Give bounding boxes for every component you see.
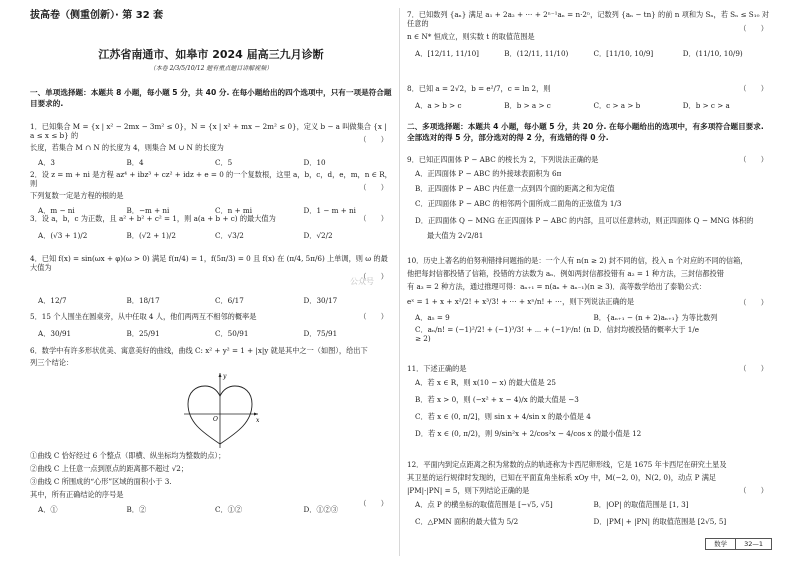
option-b: B．若 x > 0，则 (−x² + x − 4)/x 的最大值是 −3 bbox=[415, 395, 579, 404]
option-c: C．√3/2 bbox=[215, 231, 244, 240]
option-d: D．30/17 bbox=[303, 296, 338, 305]
option-c: C．c > a > b bbox=[593, 101, 641, 110]
footer-subject: 数学 bbox=[714, 540, 728, 548]
question-2-stem: 2．设 z = m + ni 是方程 az⁴ + ibz³ + cz² + idz + e = 0 的一个复数根，这里 a，b，c，d，e，m，n ∈ R，则 bbox=[30, 170, 392, 188]
option-b: B．25/91 bbox=[126, 329, 160, 338]
option-c: C．6/17 bbox=[215, 296, 244, 305]
answer-bracket: （ ） bbox=[739, 298, 768, 307]
option-c: C．正四面体 P − ABC 的相邻两个面所成二面角的正弦值为 1/3 bbox=[415, 199, 622, 208]
question-8 bbox=[407, 84, 772, 110]
option-a: A．① bbox=[38, 505, 58, 514]
x-axis-label: x bbox=[256, 417, 260, 424]
answer-bracket: （ ） bbox=[739, 24, 768, 33]
question-10-stem-3: 有 a₃ = 2 种方法，通过推理可得：aₙ₊₁ = n(aₙ + aₙ₋₁)(n ≥ 3)．高等数学给出了泰勒公式： bbox=[407, 282, 706, 291]
column-divider bbox=[399, 8, 400, 556]
question-4 bbox=[30, 254, 392, 305]
option-d: D．√2/2 bbox=[303, 231, 333, 240]
option-c: C．若 x ∈ (0, π/2]，则 sin x + 4/sin x 的最小值是 4 bbox=[415, 412, 591, 421]
answer-bracket: （ ） bbox=[359, 135, 388, 144]
option-d: D．75/91 bbox=[303, 329, 338, 338]
question-9-stem: 9．已知正四面体 P − ABC 的棱长为 2，下列说法正确的是 bbox=[407, 155, 599, 164]
option-d: D．1 − m + ni bbox=[303, 206, 356, 215]
x-axis-arrow bbox=[254, 413, 258, 416]
option-b: B．{aₙ₊₁ − (n + 2)aₙ₊₁} 为等比数列 bbox=[593, 313, 718, 322]
question-4-stem: 4．已知 f(x) = sin(ωx + φ)(ω > 0) 满足 f(π/4) = 1，f(5π/3) = 0 且 f(x) 在 (π/4, 5π/6) 上单调，则 ω 的最大值为 bbox=[30, 254, 388, 272]
question-12 bbox=[407, 460, 772, 526]
option-b: B．18/17 bbox=[126, 296, 160, 305]
option-b: B．b > a > c bbox=[504, 101, 551, 110]
option-c: C．△PMN 面积的最大值为 5/2 bbox=[415, 517, 519, 526]
origin-label: O bbox=[213, 416, 218, 423]
option-d: D．10 bbox=[303, 158, 326, 167]
question-2 bbox=[30, 170, 392, 215]
option-a: A．m − ni bbox=[38, 206, 75, 215]
option-c: C．5 bbox=[215, 158, 233, 167]
option-d: D．(11/10, 10/9) bbox=[682, 49, 743, 58]
option-d: D．若 x ∈ (0, π/2)，则 9/sin²x + 2/cos²x − 4/cos x 的最小值是 12 bbox=[415, 429, 642, 438]
question-6-conclusions bbox=[30, 451, 392, 514]
option-b: B．② bbox=[126, 505, 147, 514]
exam-subtitle: （本卷 2/3/5/10/12 题有重点题目讲解视频） bbox=[149, 65, 273, 72]
question-5-stem: 5．15 个人围坐在圆桌旁，从中任取 4 人，他们两两互不相邻的概率是 bbox=[30, 312, 257, 321]
option-c: C．n + mi bbox=[215, 206, 253, 215]
question-6-stem: 6．数学中有许多形状优美、寓意美好的曲线，曲线 C: x² + y² = 1 + |x|y 就是其中之一（如图），给出下 bbox=[30, 346, 368, 355]
question-10 bbox=[407, 256, 772, 343]
question-1-stem: 1．已知集合 M = {x | x² − 2mx − 3m² ≤ 0}，N = {x | x² + mx − 2m² ≤ 0}，定义 b − a 叫做集合 {x | a ≤ x ≤ b} 的 bbox=[30, 122, 387, 140]
question-12-stem-2: 其卫星的运行规律时发现的，已知在平面直角坐标系 xOy 中，M(−2, 0)，N(2, 0)，动点 P 满足 bbox=[407, 473, 717, 482]
question-10-stem-4: eˣ = 1 + x + x²/2! + x³/3! + ⋯ + xⁿ/n! + ⋯，则下列说法正确的是 bbox=[407, 297, 635, 306]
question-11 bbox=[407, 364, 772, 438]
question-7-stem-2: n ∈ N* 恒成立，则实数 t 的取值范围是 bbox=[407, 32, 535, 41]
option-c: C．①② bbox=[215, 505, 243, 514]
answer-bracket: （ ） bbox=[359, 499, 388, 508]
option-b: B．(12/11, 11/10) bbox=[504, 49, 569, 58]
footer-page-number: 32—1 bbox=[735, 539, 771, 549]
conclusion-1: ①曲线 C 恰好经过 6 个整点（即横、纵坐标均为整数的点）； bbox=[30, 451, 226, 460]
option-c: C．aₙ/n! = (−1)²/2! + (−1)³/3! + ⋯ + (−1)ⁿ/n! (n ≥ 2) bbox=[415, 325, 591, 343]
option-a: A．12/7 bbox=[38, 296, 67, 305]
answer-bracket: （ ） bbox=[739, 364, 768, 373]
watermark: 公众号 bbox=[350, 277, 374, 286]
answer-bracket: （ ） bbox=[359, 312, 388, 321]
option-a: A．点 P 的横坐标的取值范围是 [−√5, √5] bbox=[415, 500, 553, 509]
option-a: A．a₅ = 9 bbox=[415, 313, 450, 322]
question-10-stem-2: 他把每封信都投错了信箱，投错的方法数为 aₙ．例如两封信都投错有 a₂ = 1 种方法，三封信都投错 bbox=[407, 269, 724, 278]
option-a: A．正四面体 P − ABC 的外接球表面积为 6π bbox=[415, 169, 562, 178]
answer-bracket: （ ） bbox=[739, 155, 768, 164]
option-b: B．4 bbox=[126, 158, 144, 167]
option-a: A．30/91 bbox=[38, 329, 72, 338]
option-a: A．a > b > c bbox=[415, 101, 462, 110]
option-c: C．[11/10, 10/9] bbox=[593, 49, 654, 58]
option-a: A．若 x ∈ R，则 x(10 − x) 的最大值是 25 bbox=[415, 378, 556, 387]
option-b: B．|OP| 的取值范围是 [1, 3] bbox=[593, 500, 689, 509]
section-1-heading: 一、单项选择题：本题共 8 小题，每小题 5 分，共 40 分. 在每小题给出的四个选项中，只有一项是符合题目要求的. bbox=[30, 88, 392, 108]
option-d: D．b > c > a bbox=[682, 101, 730, 110]
option-d: D．信封均被投错的概率大于 1/e bbox=[593, 325, 700, 334]
question-1-stem-2: 长度，若集合 M ∩ N 的长度为 4，则集合 M ∪ N 的长度为 bbox=[30, 143, 224, 152]
option-d: D．|PM| + |PN| 的取值范围是 [2√5, 5] bbox=[593, 517, 727, 526]
question-10-stem: 10．历史上著名的伯努利错排问题指的是：一个人有 n(n ≥ 2) 封不同的信，投入 n 个对应的不同的信箱， bbox=[407, 256, 748, 265]
question-3 bbox=[30, 214, 392, 240]
question-7-stem: 7．已知数列 {aₙ} 满足 a₁ + 2a₂ + ⋯ + 2ⁿ⁻¹aₙ = n·2ⁿ，记数列 {aₙ − tn} 的前 n 项和为 Sₙ，若 Sₙ ≤ S₁₀ 对任意的 bbox=[407, 10, 769, 28]
option-b: B．(√2 + 1)/2 bbox=[126, 231, 176, 240]
option-c: C．50/91 bbox=[215, 329, 249, 338]
option-a: A．[12/11, 11/10] bbox=[415, 49, 479, 58]
answer-bracket: （ ） bbox=[739, 486, 768, 495]
question-6 bbox=[30, 346, 392, 367]
question-2-stem-2: 下列复数一定是方程的根的是 bbox=[30, 191, 124, 200]
option-d-line-2: 最大值为 2√2/81 bbox=[427, 231, 484, 240]
question-12-stem: 12．平面内到定点距离之积为常数的点的轨迹称为卡西尼卵形线，它是 1675 年卡西尼在研究土星及 bbox=[407, 460, 727, 469]
option-a: A．3 bbox=[38, 158, 55, 167]
question-12-stem-3: |PM|·|PN| = 5，则下列结论正确的是 bbox=[407, 486, 530, 495]
conclusion-3: ③曲线 C 所围成的“心形”区域的面积小于 3. bbox=[30, 477, 172, 486]
question-5 bbox=[30, 312, 392, 338]
answer-bracket: （ ） bbox=[359, 214, 388, 223]
question-6-ask: 其中，所有正确结论的序号是 bbox=[30, 490, 124, 499]
option-a: A．(√3 + 1)/2 bbox=[38, 231, 88, 240]
question-8-stem: 8．已知 a = 2√2，b = e²/7，c = ln 2，则 bbox=[407, 84, 551, 93]
y-axis-label: y bbox=[223, 373, 227, 380]
option-d: D．①②③ bbox=[303, 505, 339, 514]
section-2-heading: 二、多项选择题：本题共 4 小题，每小题 5 分，共 20 分. 在每小题给出的选项中，有多项符合题目要求. 全部选对的得 5 分，部分选对的得 2 分，有选错的得 0 分. bbox=[407, 122, 764, 142]
page-footer bbox=[705, 538, 772, 550]
conclusion-2: ②曲线 C 上任意一点到原点的距离都不超过 √2； bbox=[30, 464, 189, 473]
option-b: B．正四面体 P − ABC 内任意一点到四个面的距离之和为定值 bbox=[415, 184, 615, 193]
heart-curve-figure bbox=[180, 370, 260, 450]
answer-bracket: （ ） bbox=[359, 272, 388, 281]
answer-bracket: （ ） bbox=[359, 183, 388, 192]
option-d: D．正四面体 Q − MNG 在正四面体 P − ABC 的内部，且可以任意转动，则正四面体 Q − MNG 体积的 bbox=[415, 216, 754, 225]
question-3-stem: 3．设 a，b，c 为正数，且 a² + b² + c² = 1，则 a(a + b + c) 的最大值为 bbox=[30, 214, 276, 223]
question-7 bbox=[407, 10, 772, 58]
exam-title: 江苏省南通市、如皋市 2024 届高三九月诊断 bbox=[98, 48, 324, 61]
y-axis-arrow bbox=[219, 373, 222, 377]
option-b: B．−m + ni bbox=[126, 206, 170, 215]
question-11-stem: 11．下述正确的是 bbox=[407, 364, 467, 373]
series-label: 拔高卷（侧重创新）· 第 32 套 bbox=[30, 10, 164, 21]
question-6-stem-2: 列三个结论： bbox=[30, 358, 74, 367]
question-1 bbox=[30, 122, 392, 167]
answer-bracket: （ ） bbox=[739, 84, 768, 93]
question-9 bbox=[407, 155, 772, 240]
